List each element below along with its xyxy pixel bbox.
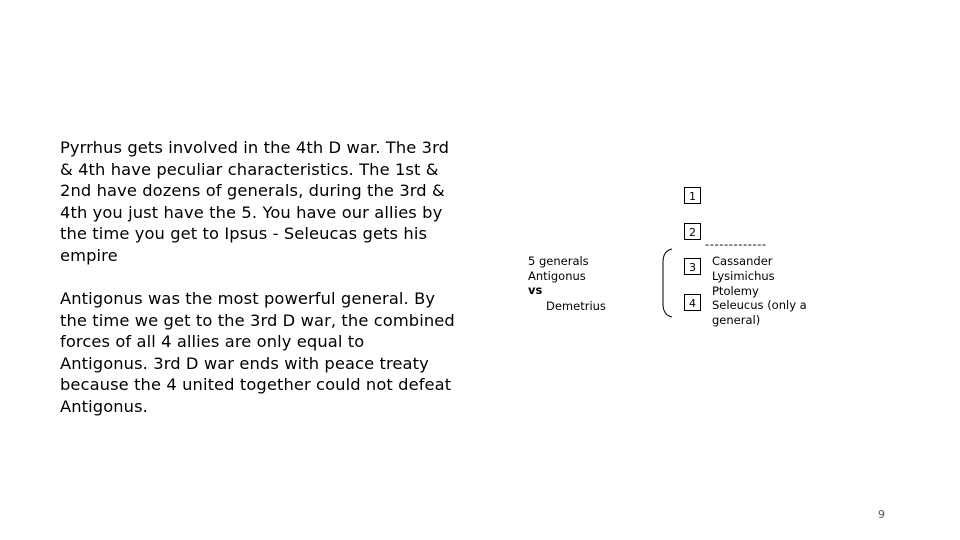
box-3: 3 — [684, 258, 701, 275]
vs-label: vs — [528, 283, 543, 297]
ally-lysimichus: Lysimichus — [712, 268, 775, 283]
notes-paragraph-1: Pyrrhus gets involved in the 4th D war. The 3rd & 4th have peculiar characteristics. The 1st & 2nd have dozens of generals, during the 3rd & 4th you just have the 5. You have our allies by the time you get to Ipsus - Seleucas gets his empire — [60, 138, 450, 265]
ally-seleucus-cont: general) — [712, 313, 761, 328]
box-2: 2 — [684, 223, 701, 240]
left-brace-icon — [660, 248, 674, 318]
notes-paragraph-2: Antigonus was the most powerful general. By the time we get to the 3rd D war, the combined forces of all 4 allies are only equal to Antigonus. 3rd D war ends with peace treaty because the 4 united together could not defeat Antigonus. — [60, 289, 455, 417]
ally-ptolemy: Ptolemy — [712, 283, 759, 298]
box-4: 4 — [684, 294, 701, 311]
ally-cassander: Cassander — [712, 254, 773, 268]
corner-fragment-icon — [106, 0, 120, 2]
demetrius-label: Demetrius — [546, 298, 606, 313]
ally-seleucus: Seleucus (only a — [712, 298, 807, 313]
allies-list — [712, 254, 807, 328]
antigonus-label: Antigonus — [528, 268, 586, 283]
generals-block — [528, 254, 606, 313]
page-number: 9 — [878, 508, 885, 521]
dashed-separator: ------------- — [705, 237, 767, 251]
slide-notes — [60, 137, 455, 418]
box-1: 1 — [684, 187, 701, 204]
generals-label: 5 generals — [528, 254, 589, 268]
